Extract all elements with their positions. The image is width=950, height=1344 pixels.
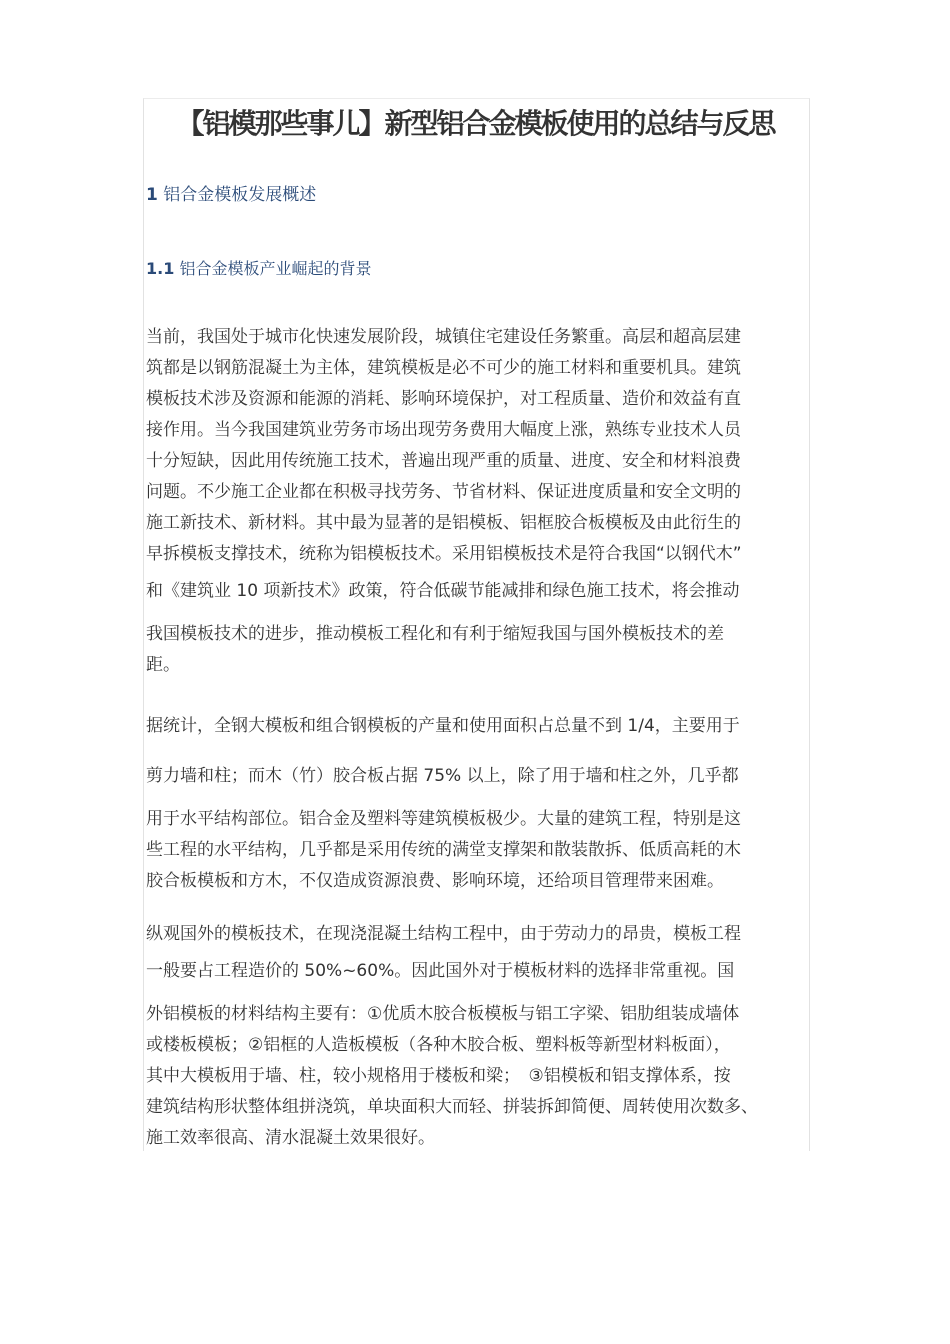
section-title: 铝合金模板产业崛起的背景 (179, 259, 372, 278)
text-line: 施工新技术、新材料。其中最为显著的是铝模板、铝框胶合板模板及由此衍生的 (146, 513, 741, 533)
section-heading-1 (146, 183, 316, 207)
text-line: 施工效率很高、清水混凝土效果很好。 (146, 1128, 435, 1148)
text-line: 纵观国外的模板技术，在现浇混凝土结构工程中，由于劳动力的昂贵，模板工程 (146, 924, 741, 944)
text-line: 模板技术涉及资源和能源的消耗、影响环境保护，对工程质量、造价和效益有直 (146, 389, 741, 409)
text-line: 剪力墙和柱；而木（竹）胶合板占据 75% 以上，除了用于墙和柱之外，几乎都 (146, 766, 739, 786)
text-line: 我国模板技术的进步，推动模板工程化和有利于缩短我国与国外模板技术的差 (146, 624, 724, 644)
text-line: 一般要占工程造价的 50%~60%。因此国外对于模板材料的选择非常重视。国 (146, 961, 735, 981)
text-line: 问题。不少施工企业都在积极寻找劳务、节省材料、保证进度质量和安全文明的 (146, 482, 741, 502)
text-line: 外铝模板的材料结构主要有：①优质木胶合板模板与铝工字梁、铝肋组装成墙体 (146, 1004, 740, 1024)
text-line: 其中大模板用于墙、柱，较小规格用于楼板和梁； ③铝模板和铝支撑体系，按 (146, 1066, 731, 1086)
section-number: 1.1 (146, 259, 175, 278)
text-line: 早拆模板支撑技术，统称为铝模板技术。采用铝模板技术是符合我国“以钢代木” (146, 544, 742, 564)
text-line: 十分短缺，因此用传统施工技术，普遍出现严重的质量、进度、安全和材料浪费 (146, 451, 741, 471)
section-number: 1 (146, 185, 158, 205)
text-line: 或楼板模板；②铝框的人造板模板（各种木胶合板、塑料板等新型材料板面）， (146, 1035, 731, 1055)
text-line: 当前，我国处于城市化快速发展阶段，城镇住宅建设任务繁重。高层和超高层建 (146, 327, 741, 347)
text-line: 和《建筑业 10 项新技术》政策，符合低碳节能减排和绿色施工技术，将会推动 (146, 581, 740, 601)
text-line: 胶合板模板和方木，不仅造成资源浪费、影响环境，还给项目管理带来困难。 (146, 871, 724, 891)
text-line: 建筑结构形状整体组拼浇筑，单块面积大而轻、拼装拆卸简便、周转使用次数多、 (146, 1097, 758, 1117)
text-line: 些工程的水平结构，几乎都是采用传统的满堂支撑架和散装散拆、低质高耗的木 (146, 840, 741, 860)
text-line: 接作用。当今我国建筑业劳务市场出现劳务费用大幅度上涨，熟练专业技术人员 (146, 420, 741, 440)
text-line: 据统计，全钢大模板和组合钢模板的产量和使用面积占总量不到 1/4，主要用于 (146, 716, 740, 736)
page-title: 【铝模那些事儿】新型铝合金模板使用的总结与反思 (176, 107, 775, 140)
text-line: 筑都是以钢筋混凝土为主体，建筑模板是必不可少的施工材料和重要机具。建筑 (146, 358, 741, 378)
text-line: 用于水平结构部位。铝合金及塑料等建筑模板极少。大量的建筑工程，特别是这 (146, 809, 741, 829)
text-line: 距。 (146, 655, 180, 675)
section-title: 铝合金模板发展概述 (163, 185, 317, 205)
section-heading-1-1 (146, 257, 371, 281)
